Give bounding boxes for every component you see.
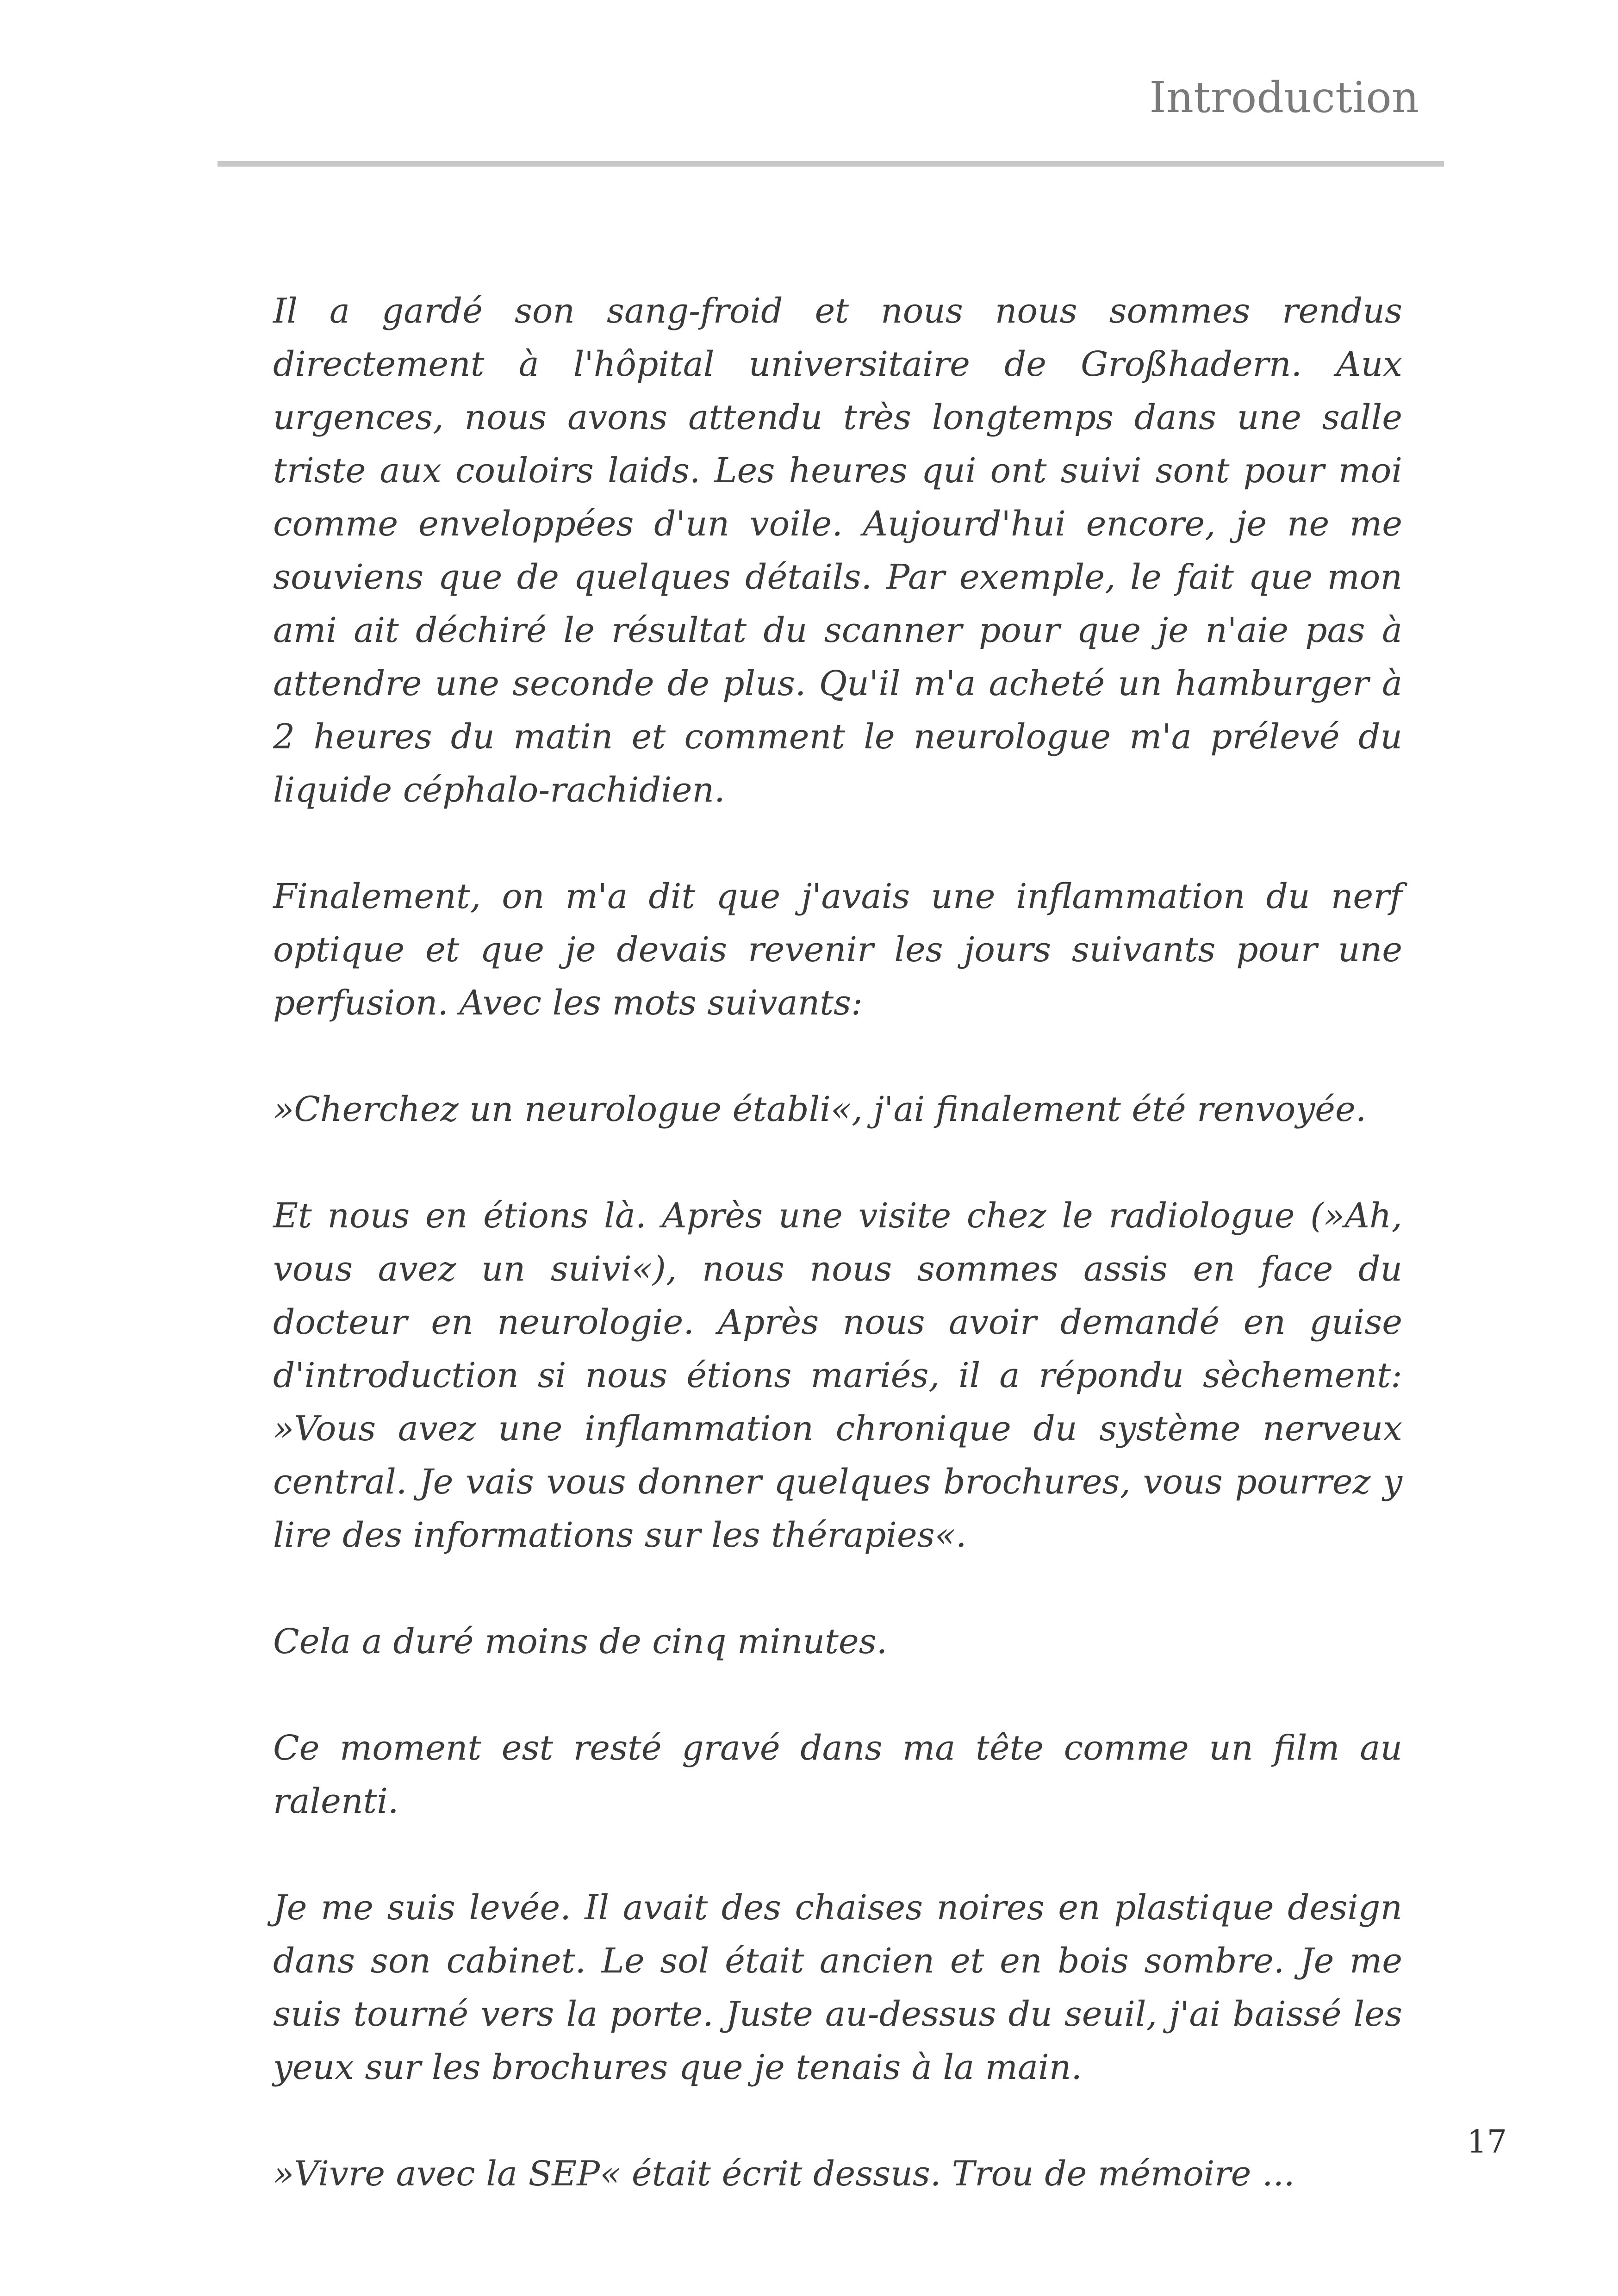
paragraph-6: Ce moment est resté gravé dans ma tête comme un film au ralenti. [273,1728,1402,1821]
header-divider [218,161,1444,167]
paragraph-5: Cela a duré moins de cinq minutes. [273,1622,888,1661]
paragraph-8: »Vivre avec la SEP« était écrit dessus. Trou de mémoire ... [273,2154,1295,2194]
paragraph-3: »Cherchez un neurologue établi«, j'ai finalement été renvoyée. [273,1089,1367,1129]
running-header-title: Introduction [1149,73,1419,122]
page-number: 17 [1467,2124,1507,2160]
paragraph-2: Finalement, on m'a dit que j'avais une inflammation du nerf optique et que je devais revenir les jours suivants pour une perfusion. Avec les mots suivants: [273,877,1402,1023]
paragraph-1: Il a gardé son sang-froid et nous nous sommes rendus directement à l'hôpital universitaire de Großhadern. Aux urgences, nous avons attendu très longtemps dans une salle triste aux couloirs laids. Les heures qui ont suivi sont pour moi comme enveloppées d'un voile. Aujourd'hui encore, je ne me souviens que de quelques détails. Par exemple, le fait que mon ami ait déchiré le résultat du scanner pour que je n'aie pas à attendre une seconde de plus. Qu'il m'a acheté un hamburger à 2 heures du matin et comment le neurologue m'a prélevé du liquide céphalo-rachidien. [273,291,1402,810]
paragraph-4: Et nous en étions là. Après une visite chez le radiologue (»Ah, vous avez un suivi«), nous nous sommes assis en face du docteur en neurologie. Après nous avoir demandé en guise d'introduction si nous étions mariés, il a répondu sèchement: »Vous avez une inflammation chronique du système nerveux central. Je vais vous donner quelques brochures, vous pourrez y lire des informations sur les thérapies«. [273,1196,1402,1555]
body-text [273,285,1402,2201]
paragraph-7: Je me suis levée. Il avait des chaises noires en plastique design dans son cabinet. Le sol était ancien et en bois sombre. Je me suis tourné vers la porte. Juste au-dessus du seuil, j'ai baissé les yeux sur les brochures que je tenais à la main. [273,1888,1402,2087]
